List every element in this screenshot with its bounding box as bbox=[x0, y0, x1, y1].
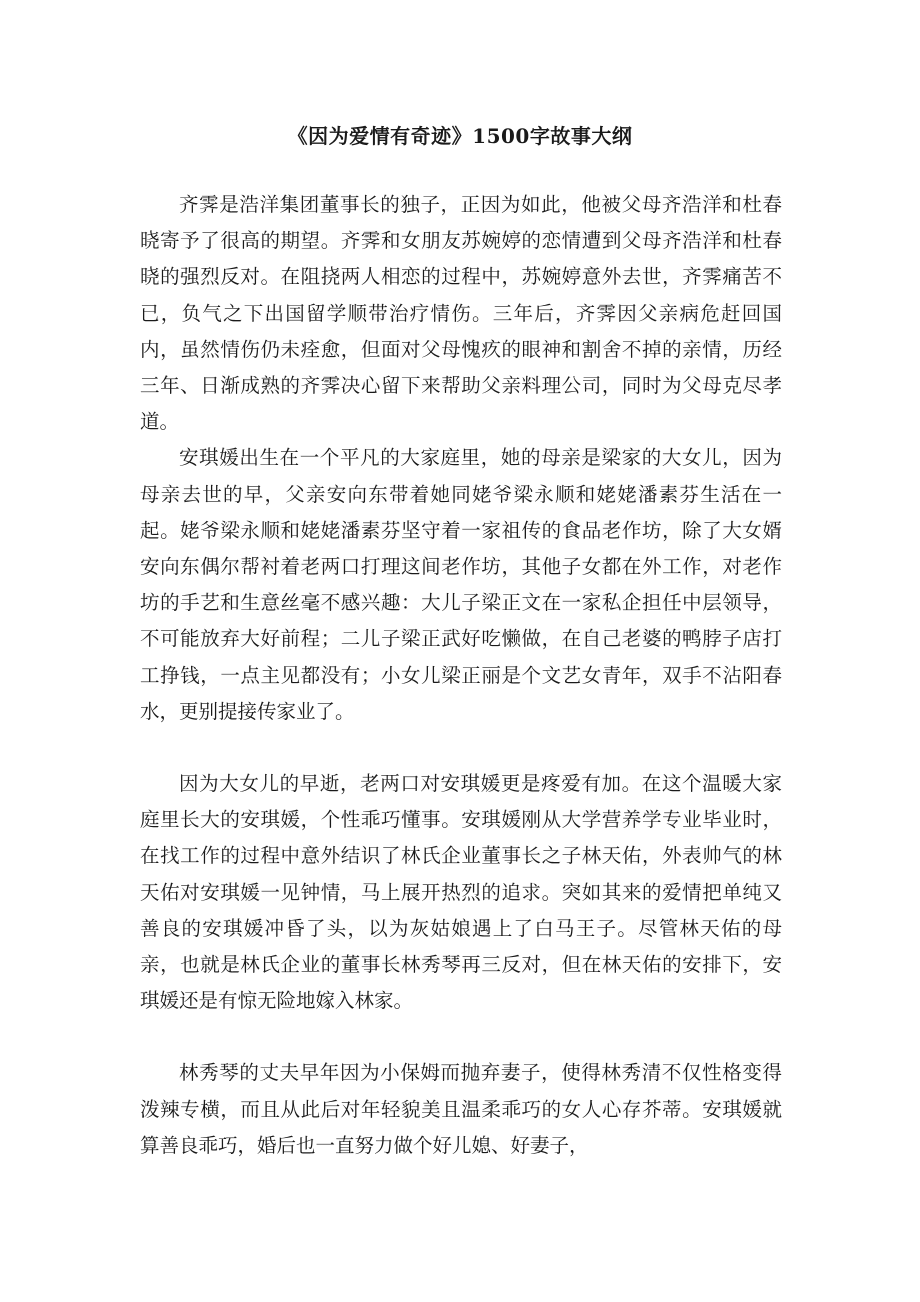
document-title: 《因为爱情有奇迹》1500字故事大纲 bbox=[287, 124, 633, 148]
document-body bbox=[140, 187, 782, 1164]
paragraph-4: 林秀琴的丈夫早年因为小保姆而抛弃妻子，使得林秀清不仅性格变得泼辣专横，而且从此后对年轻貌美且温柔乖巧的女人心存芥蒂。安琪媛就算善良乖巧，婚后也一直努力做个好儿媳、好妻子， bbox=[140, 1061, 782, 1157]
paragraph-3: 因为大女儿的早逝，老两口对安琪媛更是疼爱有加。在这个温暖大家庭里长大的安琪媛，个性乖巧懂事。安琪媛刚从大学营养学专业毕业时，在找工作的过程中意外结识了林氏企业董事长之子林天佑，外表帅气的林天佑对安琪媛一见钟情，马上展开热烈的追求。突如其来的爱情把单纯又善良的安琪媛冲昏了头，以为灰姑娘遇上了白马王子。尽管林天佑的母亲，也就是林氏企业的董事长林秀琴再三反对，但在林天佑的安排下，安琪媛还是有惊无险地嫁入林家。 bbox=[140, 772, 782, 1013]
paragraph-2: 安琪媛出生在一个平凡的大家庭里，她的母亲是梁家的大女儿，因为母亲去世的早，父亲安向东带着她同姥爷梁永顺和姥姥潘素芬生活在一起。姥爷梁永顺和姥姥潘素芬坚守着一家祖传的食品老作坊，除了大女婿安向东偶尔帮衬着老两口打理这间老作坊，其他子女都在外工作，对老作坊的手艺和生意丝毫不感兴趣：大儿子梁正文在一家私企担任中层领导，不可能放弃大好前程；二儿子梁正武好吃懒做，在自己老婆的鸭脖子店打工挣钱，一点主见都没有；小女儿梁正丽是个文艺女青年，双手不沾阳春水，更别提接传家业了。 bbox=[140, 446, 782, 723]
paragraph-1: 齐霁是浩洋集团董事长的独子，正因为如此，他被父母齐浩洋和杜春晓寄予了很高的期望。齐霁和女朋友苏婉婷的恋情遭到父母齐浩洋和杜春晓的强烈反对。在阻挠两人相恋的过程中，苏婉婷意外去世，齐霁痛苦不已，负气之下出国留学顺带治疗情伤。三年后，齐霁因父亲病危赶回国内，虽然情伤仍未痊愈，但面对父母愧疚的眼神和割舍不掉的亲情，历经三年、日渐成熟的齐霁决心留下来帮助父亲料理公司，同时为父母克尽孝道。 bbox=[140, 193, 782, 434]
